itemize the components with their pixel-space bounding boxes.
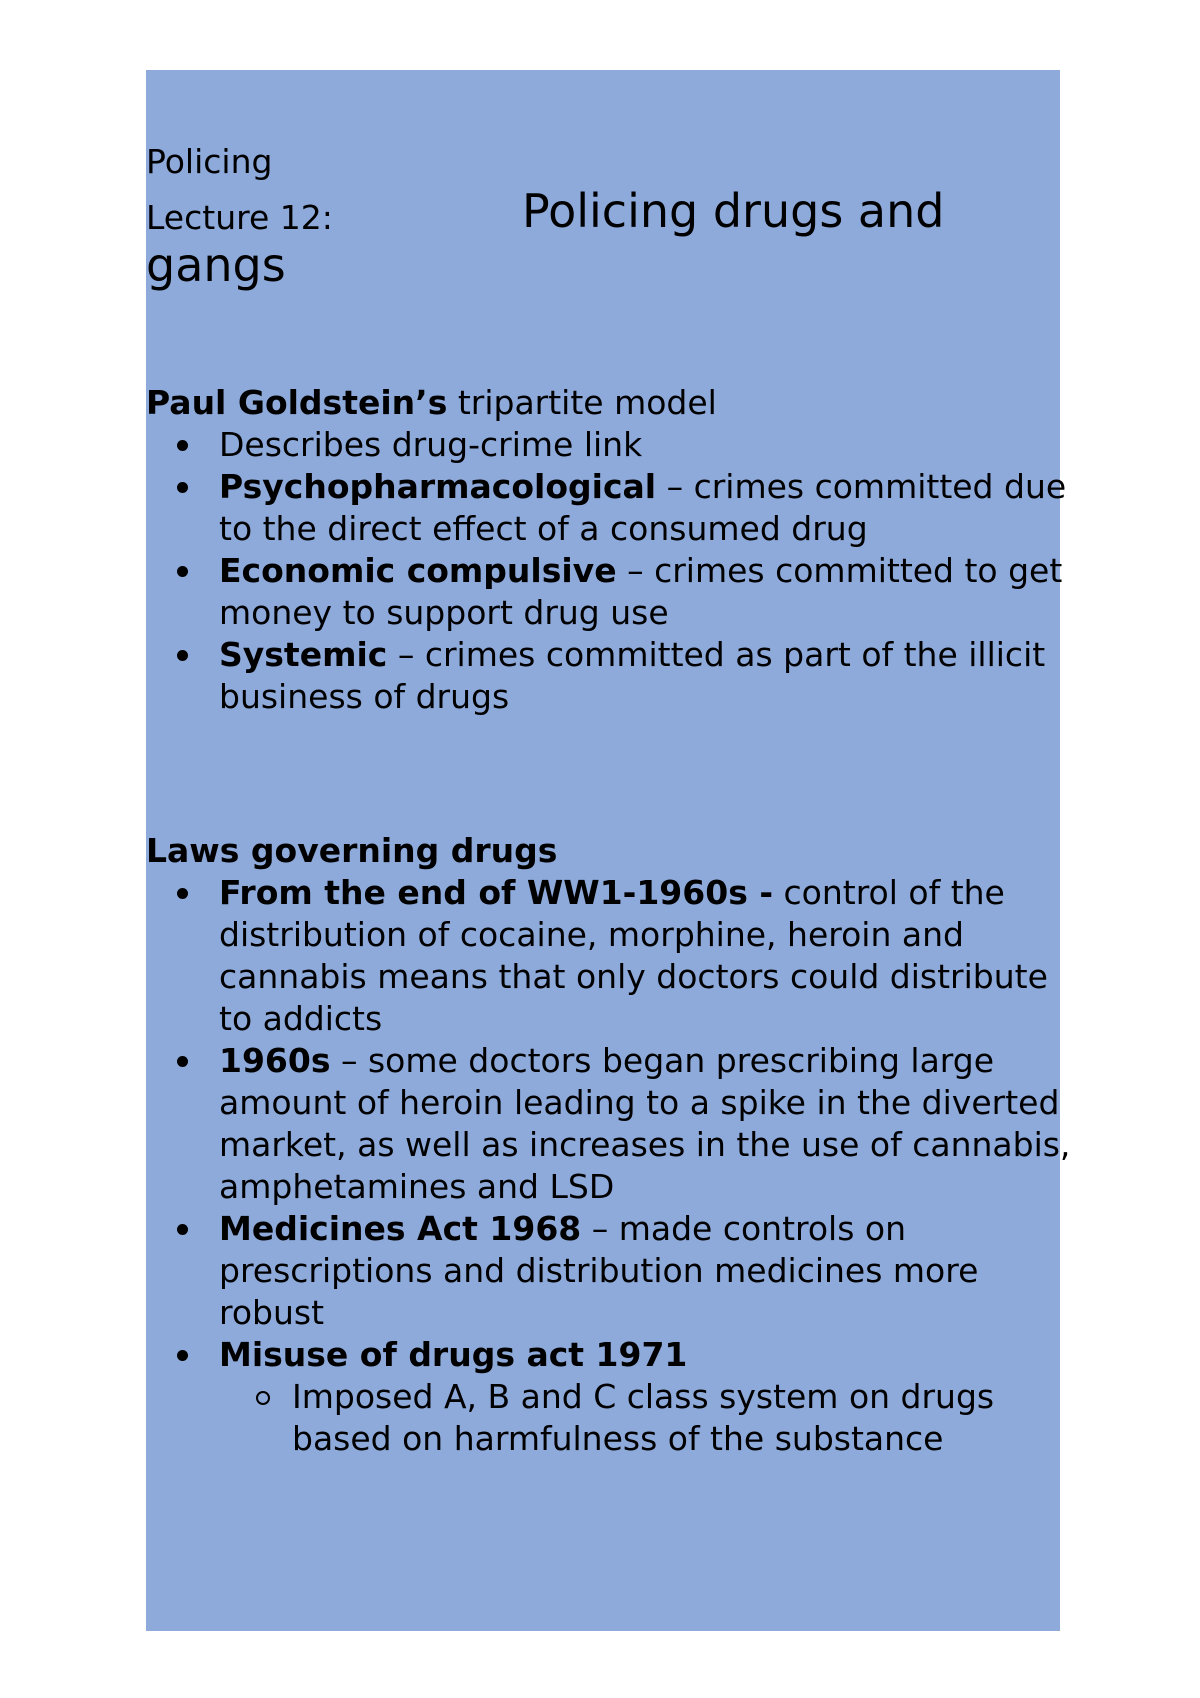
- lecture-title-block: [146, 184, 1076, 290]
- item-term: Psychopharmacological: [219, 467, 657, 506]
- list-item: [219, 424, 1076, 466]
- item-text: – crimes committed as part of the illicit business of drugs: [219, 635, 1046, 716]
- sub-list-item: [292, 1376, 1076, 1460]
- section-heading-bold: Paul Goldstein’s: [146, 383, 448, 422]
- item-text: – some doctors began prescribing large amount of heroin leading to a spike in the diverted market, as well as increases in the use of cannabis, amphetamines and LSD: [219, 1041, 1071, 1206]
- item-term: Systemic: [219, 635, 388, 674]
- item-text: – made controls on prescriptions and distribution medicines more robust: [219, 1209, 979, 1332]
- item-text: Describes drug-crime link: [219, 425, 643, 464]
- list-item: [219, 634, 1076, 718]
- item-text: – crimes committed due to the direct effect of a consumed drug: [219, 467, 1067, 548]
- list-item: [219, 1040, 1076, 1208]
- item-text: – crimes committed to get money to support drug use: [219, 551, 1063, 632]
- list-item: [219, 466, 1076, 550]
- course-name: Policing: [146, 142, 273, 181]
- section-heading-laws: [146, 830, 1076, 872]
- list-item: [219, 1208, 1076, 1334]
- spacer: [146, 290, 1076, 382]
- item-term: Economic compulsive: [219, 551, 617, 590]
- list-item: [219, 1334, 1076, 1460]
- section-heading-bold: Laws governing drugs: [146, 831, 558, 870]
- list-item: [219, 872, 1076, 1040]
- item-term: Misuse of drugs act 1971: [219, 1335, 688, 1374]
- spacer: [146, 718, 1076, 830]
- item-term: 1960s: [219, 1041, 331, 1080]
- sub-item-text: Imposed A, B and C class system on drugs based on harmfulness of the substance: [292, 1377, 995, 1458]
- laws-list: [146, 872, 1076, 1460]
- list-item: [219, 550, 1076, 634]
- document-body: [146, 140, 1076, 1460]
- section-heading-goldstein: [146, 382, 1076, 424]
- item-text: control of the distribution of cocaine, morphine, heroin and cannabis means that only doctors could distribute to addicts: [219, 873, 1048, 1038]
- goldstein-list: [146, 424, 1076, 718]
- item-term: Medicines Act 1968: [219, 1209, 582, 1248]
- item-term: From the end of WW1-1960s -: [219, 873, 774, 912]
- section-heading-rest: tripartite model: [447, 383, 717, 422]
- lecture-title: Policing drugs and gangs: [146, 184, 945, 292]
- lecture-label: Lecture 12:: [146, 198, 333, 237]
- sub-list: [219, 1376, 1076, 1460]
